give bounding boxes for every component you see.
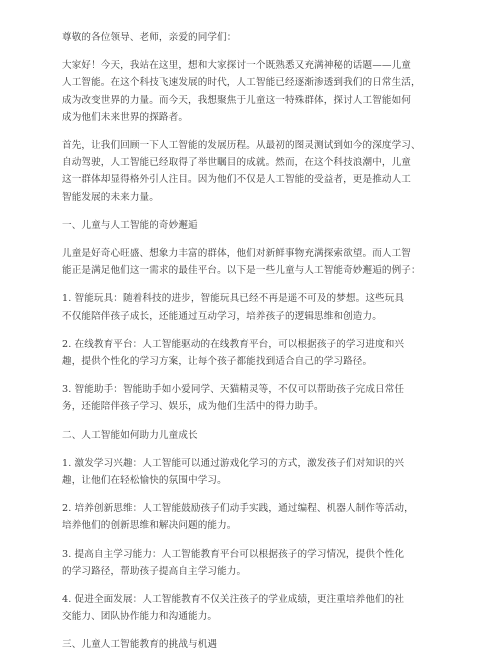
text-line: 大家好！今天，我站在这里，想和大家探讨一个既熟悉又充满神秘的话题——儿童 <box>62 60 411 72</box>
text-line: 自动驾驶，人工智能已经取得了举世瞩目的成就。然而，在这个科技浪潮中，儿童 <box>62 157 411 169</box>
text-line: 人工智能。在这个科技飞速发展的时代，人工智能已经逐渐渗透到我们的日常生活， <box>62 77 421 89</box>
text-line: 儿童是好奇心旺盛、想象力丰富的群体，他们对新鲜事物充满探索欲望。而人工智 <box>62 248 411 260</box>
text-line: 2. 在线教育平台：人工智能驱动的在线教育平台，可以根据孩子的学习进度和兴 <box>62 338 405 350</box>
text-line: 首先，让我们回顾一下人工智能的发展历程。从最初的图灵测试到如今的深度学习、 <box>62 140 421 152</box>
document-body <box>62 29 444 665</box>
list-item <box>62 546 444 580</box>
text-line: 这一群体却显得格外引人注目。因为他们不仅是人工智能的受益者，更是推动人工 <box>62 174 411 186</box>
section-heading-2 <box>62 427 444 444</box>
heading-text: 一、儿童与人工智能的奇妙邂逅 <box>62 219 198 231</box>
text-line: 3. 提高自主学习能力：人工智能教育平台可以根据孩子的学习情况，提供个性化 <box>62 548 405 560</box>
heading-text: 二、人工智能如何助力儿童成长 <box>62 429 198 441</box>
text-line: 不仅能陪伴孩子成长，还能通过互动学习，培养孩子的逻辑思维和创造力。 <box>62 310 382 322</box>
list-item <box>62 591 444 625</box>
history-paragraph <box>62 137 444 206</box>
section1-intro-paragraph <box>62 245 444 279</box>
text-line: 1. 激发学习兴趣：人工智能可以通过游戏化学习的方式，激发孩子们对知识的兴 <box>62 457 405 469</box>
list-item <box>62 336 444 370</box>
text-line: 成为改变世界的力量。而今天，我想聚焦于儿童这一特殊群体，探讨人工智能如何 <box>62 94 411 106</box>
greeting <box>62 29 444 46</box>
text-line: 1. 智能玩具：随着科技的进步，智能玩具已经不再是遥不可及的梦想。这些玩具 <box>62 293 405 305</box>
text-line: 成为他们未来世界的探路者。 <box>62 111 189 123</box>
text-line: 务，还能陪伴孩子学习、娱乐，成为他们生活中的得力助手。 <box>62 401 324 413</box>
text-line: 能正是满足他们这一需求的最佳平台。以下是一些儿童与人工智能奇妙邂逅的例子： <box>62 265 421 277</box>
text-line: 交能力、团队协作能力和沟通能力。 <box>62 611 218 623</box>
text-line: 2. 培养创新思维：人工智能鼓励孩子们动手实践，通过编程、机器人制作等活动， <box>62 503 414 515</box>
text-line: 培养他们的创新思维和解决问题的能力。 <box>62 520 237 532</box>
section-heading-1 <box>62 217 444 234</box>
heading-text: 三、儿童人工智能教育的挑战与机遇 <box>62 639 218 651</box>
text-line: 4. 促进全面发展：人工智能教育不仅关注孩子的学业成绩，更注重培养他们的社 <box>62 594 405 606</box>
section-heading-3 <box>62 636 444 653</box>
list-item <box>62 500 444 534</box>
greeting-line: 尊敬的各位领导、老师，亲爱的同学们： <box>62 32 237 43</box>
list-item <box>62 381 444 415</box>
list-item <box>62 290 444 324</box>
text-line: 的学习路径，帮助孩子提高自主学习能力。 <box>62 565 247 577</box>
text-line: 趣，让他们在轻松愉快的氛围中学习。 <box>62 475 227 487</box>
text-line: 趣，提供个性化的学习方案，让每个孩子都能找到适合自己的学习路径。 <box>62 356 373 368</box>
text-line: 智能发展的未来力量。 <box>62 191 159 203</box>
text-line: 3. 智能助手：智能助手如小爱同学、天猫精灵等，不仅可以帮助孩子完成日常任 <box>62 384 405 396</box>
intro-paragraph <box>62 57 444 126</box>
list-item <box>62 455 444 489</box>
